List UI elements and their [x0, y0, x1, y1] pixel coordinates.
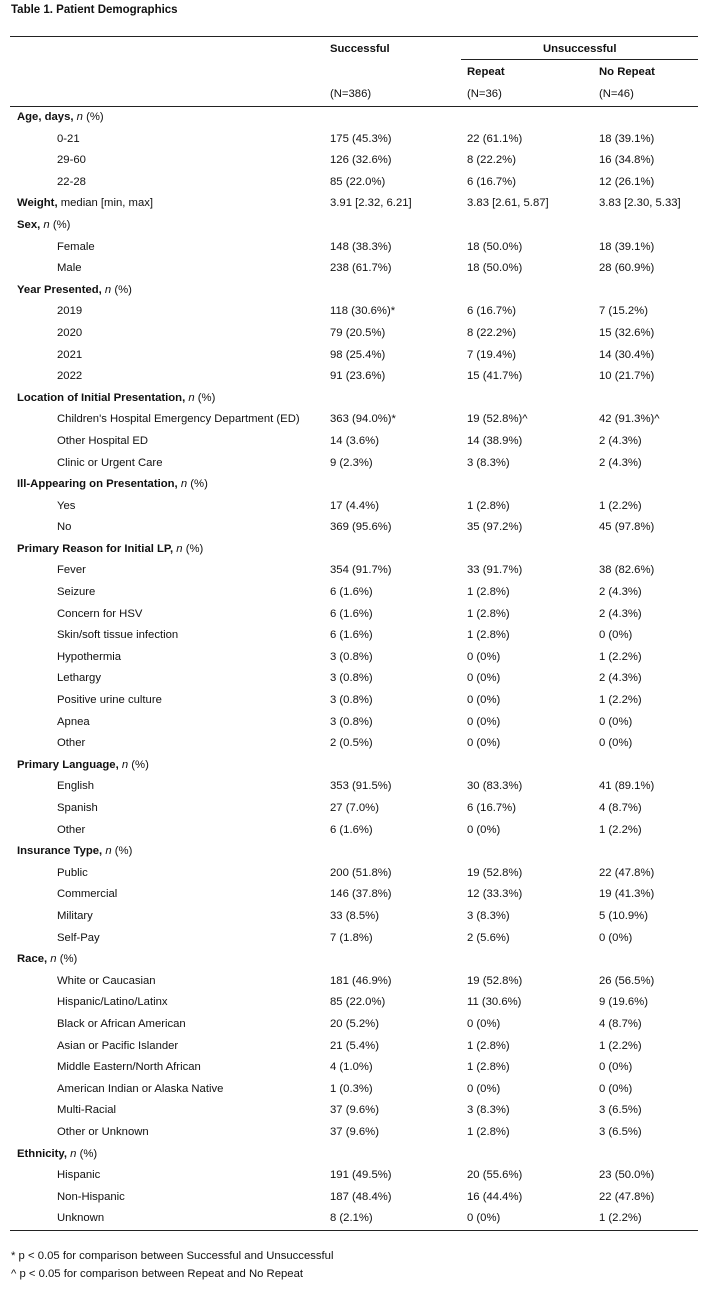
row-label: Public: [57, 866, 88, 879]
category-row: [10, 949, 698, 971]
row-label: Black or African American: [57, 1017, 186, 1030]
value-successful: 3 (0.8%): [330, 650, 373, 663]
table-row: [10, 1036, 698, 1058]
table-row: [10, 1122, 698, 1144]
row-label: Hispanic: [57, 1169, 101, 1182]
value-no-repeat: 0 (0%): [599, 737, 633, 750]
value-no-repeat: 1 (2.2%): [599, 823, 642, 836]
value-no-repeat: 23 (50.0%): [599, 1169, 655, 1182]
value-no-repeat: 2 (4.3%): [599, 456, 642, 469]
value-no-repeat: 10 (21.7%): [599, 370, 655, 383]
category-unit: (%): [49, 218, 71, 231]
value-successful: 79 (20.5%): [330, 326, 386, 339]
category-label: Age, days,: [17, 111, 74, 123]
row-label: [17, 841, 132, 863]
value-no-repeat: 2 (4.3%): [599, 586, 642, 599]
category-row: [10, 755, 698, 777]
value-repeat: 7 (19.4%): [467, 348, 516, 361]
category-unit: median [min, max]: [57, 197, 154, 210]
row-label: Other: [57, 823, 86, 836]
value-no-repeat: 16 (34.8%): [599, 154, 655, 167]
header-repeat: Repeat: [467, 66, 505, 78]
row-label: Commercial: [57, 888, 118, 901]
value-successful: 27 (7.0%): [330, 802, 379, 814]
value-repeat: 30 (83.3%): [467, 780, 523, 793]
table-row: [10, 863, 698, 885]
header-unsuccessful-rule: [461, 59, 698, 60]
footnote-successful: * p < 0.05 for comparison between Successful and Unsuccessful: [11, 1250, 334, 1262]
value-no-repeat: 14 (30.4%): [599, 348, 655, 361]
value-successful: 85 (22.0%): [330, 175, 386, 188]
value-repeat: 0 (0%): [467, 1082, 501, 1095]
table-row: [10, 647, 698, 669]
value-repeat: 0 (0%): [467, 823, 501, 836]
value-repeat: 14 (38.9%): [467, 434, 523, 447]
value-no-repeat: 1 (2.2%): [599, 1212, 642, 1225]
row-label: [17, 949, 77, 971]
value-no-repeat: 0 (0%): [599, 1082, 633, 1095]
value-repeat: 1 (2.8%): [467, 607, 510, 620]
category-label: Sex,: [17, 218, 41, 231]
value-repeat: 0 (0%): [467, 650, 501, 663]
value-repeat: 11 (30.6%): [467, 996, 522, 1009]
table-row: [10, 733, 698, 755]
table-row: [10, 323, 698, 345]
value-successful: 20 (5.2%): [330, 1017, 379, 1030]
value-no-repeat: 3 (6.5%): [599, 1104, 642, 1117]
value-repeat: 6 (16.7%): [467, 802, 516, 814]
value-repeat: 18 (50.0%): [467, 262, 523, 275]
value-successful: 14 (3.6%): [330, 434, 379, 447]
value-successful: 6 (1.6%): [330, 823, 373, 836]
value-no-repeat: 4 (8.7%): [599, 1017, 642, 1030]
table-row: [10, 237, 698, 259]
table-row: [10, 668, 698, 690]
category-row: [10, 841, 698, 863]
value-repeat: 1 (2.8%): [467, 1061, 510, 1074]
value-successful: 8 (2.1%): [330, 1212, 373, 1225]
table-row: [10, 496, 698, 518]
value-no-repeat: 3.83 [2.30, 5.33]: [599, 197, 681, 210]
category-unit: (%): [82, 111, 104, 123]
table-row: [10, 690, 698, 712]
category-row: [10, 215, 698, 237]
value-repeat: 1 (2.8%): [467, 499, 510, 512]
value-no-repeat: 26 (56.5%): [599, 974, 655, 987]
category-n: n: [76, 111, 83, 123]
value-repeat: 12 (33.3%): [467, 888, 523, 901]
header-no-repeat: No Repeat: [599, 66, 655, 78]
value-successful: 118 (30.6%)*: [330, 305, 396, 318]
row-label: 2020: [57, 326, 83, 339]
value-successful: 6 (1.6%): [330, 586, 373, 599]
category-label: Insurance Type,: [17, 845, 103, 858]
table-row: [10, 431, 698, 453]
category-unit: (%): [194, 391, 216, 404]
row-label: 2022: [57, 370, 83, 383]
category-unit: (%): [56, 953, 78, 966]
row-label: 29-60: [57, 154, 86, 167]
value-no-repeat: 42 (91.3%)^: [599, 413, 660, 426]
value-successful: 6 (1.6%): [330, 607, 373, 620]
table-row: [10, 1187, 698, 1209]
row-label: No: [57, 521, 72, 534]
value-successful: 238 (61.7%): [330, 262, 392, 275]
demographics-table: [10, 36, 698, 1231]
category-n: n: [188, 391, 195, 404]
category-label: Location of Initial Presentation,: [17, 391, 186, 404]
row-label: [17, 388, 215, 410]
table-row: [10, 1165, 698, 1187]
table-row: [10, 906, 698, 928]
value-repeat: 19 (52.8%): [467, 974, 523, 987]
table-row: [10, 798, 698, 820]
table-row: [10, 453, 698, 475]
value-repeat: 0 (0%): [467, 672, 501, 685]
value-no-repeat: 0 (0%): [599, 1061, 633, 1074]
value-successful: 98 (25.4%): [330, 348, 386, 361]
value-successful: 187 (48.4%): [330, 1190, 392, 1203]
value-successful: 2 (0.5%): [330, 737, 373, 750]
row-label: Hispanic/Latino/Latinx: [57, 996, 168, 1009]
row-label: American Indian or Alaska Native: [57, 1082, 224, 1095]
value-repeat: 0 (0%): [467, 737, 501, 750]
value-no-repeat: 5 (10.9%): [599, 909, 648, 922]
table-row: [10, 776, 698, 798]
table-row: [10, 1014, 698, 1036]
value-no-repeat: 18 (39.1%): [599, 132, 655, 145]
value-successful: 4 (1.0%): [330, 1061, 373, 1074]
row-label: [17, 280, 132, 302]
table-row: [10, 625, 698, 647]
value-successful: 146 (37.8%): [330, 888, 392, 901]
table-body: [10, 107, 698, 1230]
table-header: [10, 37, 698, 107]
value-successful: 7 (1.8%): [330, 931, 373, 944]
row-label: Military: [57, 909, 93, 922]
category-unit: (%): [76, 1147, 98, 1160]
value-no-repeat: 1 (2.2%): [599, 1039, 642, 1052]
value-no-repeat: 18 (39.1%): [599, 240, 655, 253]
table-row: [10, 560, 698, 582]
value-repeat: 0 (0%): [467, 1212, 501, 1225]
value-repeat: 1 (2.8%): [467, 1125, 510, 1138]
value-successful: 3 (0.8%): [330, 672, 373, 685]
category-row: [10, 388, 698, 410]
category-row: [10, 539, 698, 561]
row-label: Self-Pay: [57, 931, 100, 944]
value-no-repeat: 0 (0%): [599, 715, 633, 728]
table-row: [10, 928, 698, 950]
value-repeat: 1 (2.8%): [467, 1039, 510, 1052]
table-row: [10, 366, 698, 388]
category-unit: (%): [182, 542, 204, 555]
row-label: Middle Eastern/North African: [57, 1061, 201, 1074]
category-row: [10, 280, 698, 302]
row-label: Lethargy: [57, 672, 101, 685]
category-n: n: [104, 283, 112, 296]
value-no-repeat: 0 (0%): [599, 931, 633, 944]
value-repeat: 19 (52.8%)^: [467, 413, 528, 426]
table-row: [10, 517, 698, 539]
value-successful: 3 (0.8%): [330, 694, 373, 707]
category-n: n: [121, 758, 129, 771]
value-repeat: 3 (8.3%): [467, 909, 510, 922]
value-no-repeat: 1 (2.2%): [599, 499, 642, 512]
value-successful: 85 (22.0%): [330, 996, 386, 1009]
row-label: Positive urine culture: [57, 694, 162, 707]
value-repeat: 0 (0%): [467, 1017, 501, 1030]
value-no-repeat: 15 (32.6%): [599, 326, 655, 339]
category-unit: (%): [111, 283, 132, 296]
value-no-repeat: 2 (4.3%): [599, 672, 642, 685]
table-row: [10, 172, 698, 194]
category-unit: (%): [111, 845, 133, 858]
table-row: [10, 992, 698, 1014]
row-label: Hypothermia: [57, 650, 122, 663]
value-successful: 3.91 [2.32, 6.21]: [330, 197, 412, 210]
row-label: Multi-Racial: [57, 1104, 117, 1117]
table-row: [10, 712, 698, 734]
value-repeat: 3.83 [2.61, 5.87]: [467, 197, 549, 210]
value-successful: 354 (91.7%): [330, 564, 392, 577]
table-row: [10, 345, 698, 367]
value-repeat: 20 (55.6%): [467, 1169, 523, 1182]
value-repeat: 1 (2.8%): [467, 586, 510, 599]
row-label: [17, 215, 70, 237]
row-label: [17, 107, 104, 129]
category-n: n: [176, 542, 183, 555]
row-label: [17, 1144, 97, 1166]
value-repeat: 1 (2.8%): [467, 629, 510, 642]
row-label: 2019: [57, 305, 83, 318]
value-no-repeat: 41 (89.1%): [599, 780, 655, 793]
value-successful: 3 (0.8%): [330, 715, 373, 728]
row-label: 2021: [57, 348, 83, 361]
row-label: Yes: [57, 499, 76, 512]
value-successful: 353 (91.5%): [330, 780, 392, 793]
category-row: [10, 1144, 698, 1166]
value-no-repeat: 19 (41.3%): [599, 888, 655, 901]
value-successful: 126 (32.6%): [330, 154, 392, 167]
value-no-repeat: 12 (26.1%): [599, 175, 655, 188]
value-successful: 1 (0.3%): [330, 1082, 373, 1095]
value-repeat: 16 (44.4%): [467, 1190, 523, 1203]
value-successful: 200 (51.8%): [330, 866, 392, 879]
row-label: Non-Hispanic: [57, 1190, 125, 1203]
row-label: Spanish: [57, 802, 98, 814]
value-no-repeat: 2 (4.3%): [599, 607, 642, 620]
category-n: n: [43, 218, 50, 231]
value-successful: 33 (8.5%): [330, 909, 379, 922]
value-no-repeat: 7 (15.2%): [599, 305, 648, 318]
value-repeat: 2 (5.6%): [467, 931, 510, 944]
row-label: Apnea: [57, 715, 90, 728]
row-label: Other: [57, 737, 86, 750]
category-row: [10, 474, 698, 496]
value-repeat: 15 (41.7%): [467, 370, 523, 383]
table-row: [10, 582, 698, 604]
value-repeat: 3 (8.3%): [467, 1104, 510, 1117]
table-row: [10, 1208, 698, 1230]
table-row: [10, 604, 698, 626]
value-no-repeat: 45 (97.8%): [599, 521, 655, 534]
value-no-repeat: 22 (47.8%): [599, 1190, 655, 1203]
row-label: English: [57, 780, 95, 793]
value-repeat: 35 (97.2%): [467, 521, 523, 534]
row-label: Fever: [57, 564, 86, 577]
table-row: [10, 301, 698, 323]
value-repeat: 8 (22.2%): [467, 326, 516, 339]
row-label: White or Caucasian: [57, 974, 156, 987]
value-successful: 369 (95.6%): [330, 521, 392, 534]
value-no-repeat: 3 (6.5%): [599, 1125, 642, 1138]
category-row: [10, 107, 698, 129]
row-label: [17, 474, 208, 496]
value-no-repeat: 28 (60.9%): [599, 262, 655, 275]
row-label: 22-28: [57, 175, 86, 188]
table-row: [10, 1100, 698, 1122]
table-row: [10, 884, 698, 906]
category-n: n: [70, 1147, 77, 1160]
category-label: Year Presented,: [17, 283, 102, 296]
value-repeat: 33 (91.7%): [467, 564, 523, 577]
table-row: [10, 129, 698, 151]
value-repeat: 6 (16.7%): [467, 305, 516, 318]
value-successful: 6 (1.6%): [330, 629, 373, 642]
row-label: Seizure: [57, 586, 96, 599]
table-row: [10, 971, 698, 993]
category-unit: (%): [187, 478, 208, 491]
value-repeat: 8 (22.2%): [467, 154, 516, 167]
header-unsuccessful: Unsuccessful: [543, 43, 617, 55]
value-successful: 181 (46.9%): [330, 974, 392, 987]
header-n-successful: (N=386): [330, 88, 372, 100]
value-no-repeat: 9 (19.6%): [599, 996, 648, 1009]
row-label: Female: [57, 240, 95, 253]
row-label: 0-21: [57, 132, 80, 145]
value-repeat: 22 (61.1%): [467, 132, 523, 145]
table-row: [10, 150, 698, 172]
row-label: Male: [57, 262, 82, 275]
category-label: Ill-Appearing on Presentation,: [17, 478, 178, 491]
value-successful: 37 (9.6%): [330, 1104, 379, 1117]
value-no-repeat: 2 (4.3%): [599, 434, 642, 447]
value-successful: 17 (4.4%): [330, 499, 379, 512]
row-label: Concern for HSV: [57, 607, 143, 620]
row-label: Other Hospital ED: [57, 434, 149, 447]
value-repeat: 18 (50.0%): [467, 240, 523, 253]
header-successful: Successful: [330, 43, 390, 55]
value-successful: 191 (49.5%): [330, 1169, 392, 1182]
value-no-repeat: 22 (47.8%): [599, 866, 655, 879]
category-label: Primary Language,: [17, 758, 119, 771]
category-label: Race,: [17, 953, 48, 966]
table-row: [10, 1057, 698, 1079]
table-row: [10, 820, 698, 842]
row-label: [17, 539, 203, 561]
category-n: n: [180, 478, 188, 491]
value-successful: 21 (5.4%): [330, 1039, 379, 1052]
value-no-repeat: 38 (82.6%): [599, 564, 655, 577]
row-label: Children's Hospital Emergency Department (ED): [57, 413, 300, 426]
value-successful: 148 (38.3%): [330, 240, 392, 253]
value-repeat: 0 (0%): [467, 694, 501, 707]
row-label: Clinic or Urgent Care: [57, 456, 163, 469]
table-row: [10, 1079, 698, 1101]
table-row: [10, 258, 698, 280]
value-repeat: 0 (0%): [467, 715, 501, 728]
value-no-repeat: 1 (2.2%): [599, 694, 642, 707]
category-label: Weight,: [17, 197, 58, 210]
category-unit: (%): [128, 758, 149, 771]
row-label: Asian or Pacific Islander: [57, 1039, 179, 1052]
value-no-repeat: 0 (0%): [599, 629, 633, 642]
row-label: [17, 193, 153, 215]
value-successful: 91 (23.6%): [330, 370, 386, 383]
category-label: Primary Reason for Initial LP,: [17, 542, 174, 555]
header-n-no-repeat: (N=46): [599, 88, 634, 100]
value-repeat: 19 (52.8%): [467, 866, 523, 879]
row-label: Other or Unknown: [57, 1125, 149, 1138]
category-label: Ethnicity,: [17, 1147, 68, 1160]
header-n-repeat: (N=36): [467, 88, 502, 100]
value-successful: 9 (2.3%): [330, 456, 373, 469]
value-repeat: 6 (16.7%): [467, 175, 516, 188]
value-successful: 175 (45.3%): [330, 132, 392, 145]
category-row: [10, 193, 698, 215]
row-label: Unknown: [57, 1212, 105, 1225]
value-no-repeat: 4 (8.7%): [599, 802, 642, 814]
footnote-repeat: ^ p < 0.05 for comparison between Repeat and No Repeat: [11, 1268, 303, 1280]
category-n: n: [50, 953, 57, 966]
value-successful: 37 (9.6%): [330, 1125, 379, 1138]
value-no-repeat: 1 (2.2%): [599, 650, 642, 663]
row-label: Skin/soft tissue infection: [57, 629, 179, 642]
value-successful: 363 (94.0%)*: [330, 413, 396, 426]
table-title: Table 1. Patient Demographics: [11, 4, 178, 16]
table-row: [10, 409, 698, 431]
value-repeat: 3 (8.3%): [467, 456, 510, 469]
category-n: n: [105, 845, 112, 858]
row-label: [17, 755, 149, 777]
